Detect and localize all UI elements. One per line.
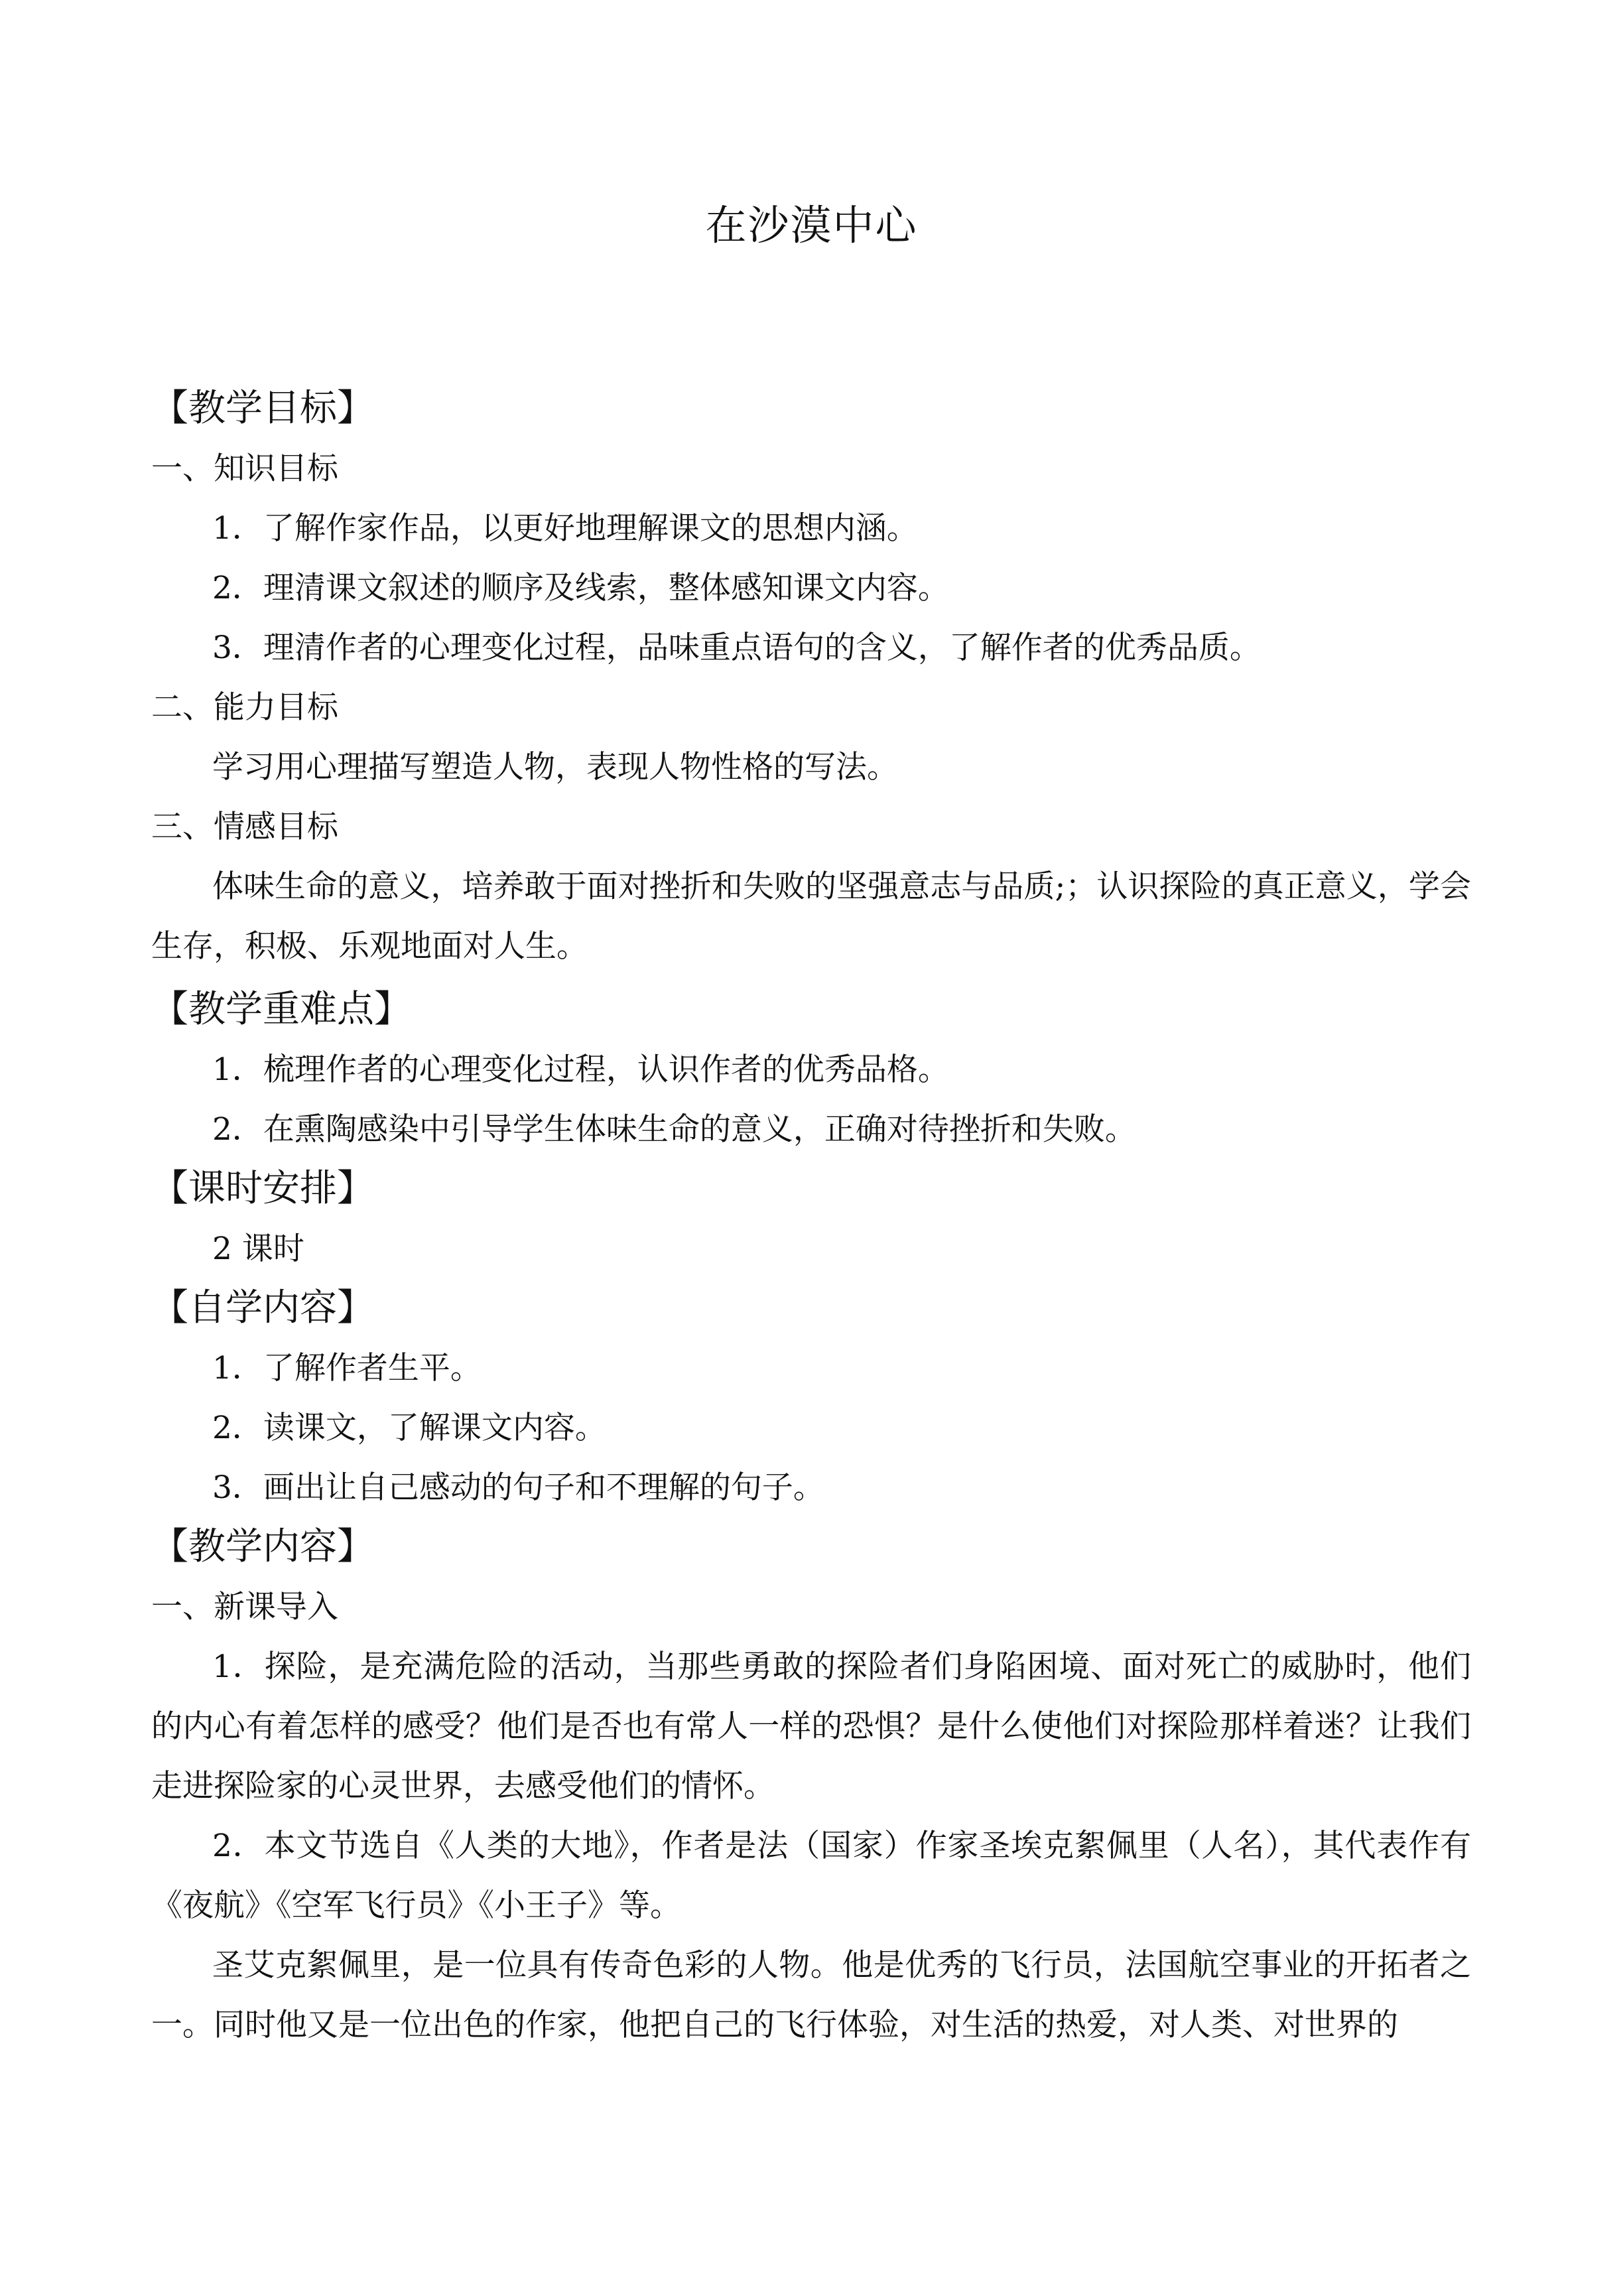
- paragraph: 2．本文节选自《人类的大地》，作者是法（国家）作家圣埃克絮佩里（人名），其代表作有《夜航》《空军飞行员》《小王子》等。: [151, 1828, 1471, 1924]
- list-item: 2．理清课文叙述的顺序及线索，整体感知课文内容。: [212, 570, 949, 606]
- subheading-emotion-goals: 三、情感目标: [151, 809, 338, 845]
- page-title: 在沙漠中心: [705, 201, 918, 249]
- list-item: 1．了解作者生平。: [212, 1350, 482, 1386]
- subheading-introduction: 一、新课导入: [151, 1589, 338, 1625]
- list-item: 1．梳理作者的心理变化过程，认识作者的优秀品格。: [212, 1051, 949, 1088]
- paragraph: 1．探险，是充满危险的活动，当那些勇敢的探险者们身陷困境、面对死亡的威胁时，他们的内心有着怎样的感受？他们是否也有常人一样的恐惧？是什么使他们对探险那样着迷？让我们走进探险家的心灵世界，去感受他们的情怀。: [151, 1649, 1471, 1804]
- list-item: 2．在熏陶感染中引导学生体味生命的意义，正确对待挫折和失败。: [212, 1111, 1136, 1148]
- subheading-knowledge-goals: 一、知识目标: [151, 450, 338, 487]
- paragraph: 2 课时: [212, 1231, 304, 1267]
- heading-class-schedule: 【课时安排】: [151, 1167, 374, 1210]
- list-item: 3．理清作者的心理变化过程，品味重点语句的含义，了解作者的优秀品质。: [212, 630, 1261, 666]
- list-item: 2．读课文，了解课文内容。: [212, 1410, 606, 1446]
- paragraph: 圣艾克絮佩里，是一位具有传奇色彩的人物。他是优秀的飞行员，法国航空事业的开拓者之一。同时他又是一位出色的作家，他把自己的飞行体验，对生活的热爱，对人类、对世界的: [151, 1947, 1471, 2043]
- paragraph: 体味生命的意义，培养敢于面对挫折和失败的坚强意志与品质;；认识探险的真正意义，学会生存，积极、乐观地面对人生。: [151, 868, 1471, 965]
- heading-key-points: 【教学重难点】: [151, 988, 411, 1031]
- list-item: 1．了解作家作品，以更好地理解课文的思想内涵。: [212, 510, 918, 547]
- paragraph: 学习用心理描写塑造人物，表现人物性格的写法。: [212, 749, 898, 785]
- subheading-ability-goals: 二、能力目标: [151, 689, 338, 726]
- heading-teaching-goals: 【教学目标】: [151, 387, 374, 430]
- heading-teaching-content: 【教学内容】: [151, 1525, 374, 1568]
- list-item: 3．画出让自己感动的句子和不理解的句子。: [212, 1469, 824, 1506]
- heading-self-study: 【自学内容】: [151, 1286, 374, 1329]
